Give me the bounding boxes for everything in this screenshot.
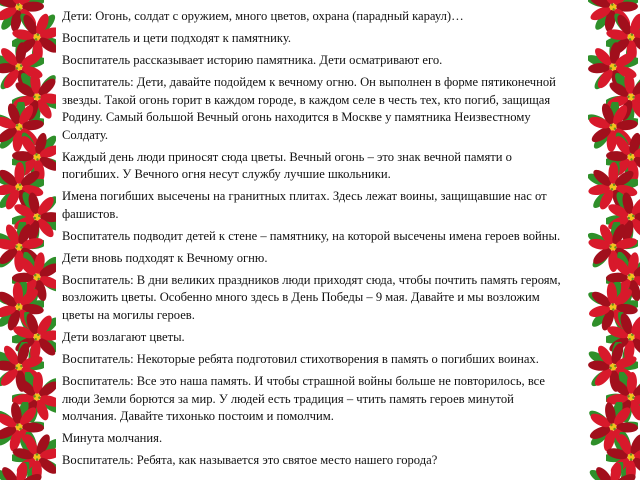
poinsettia-flower-icon — [0, 462, 44, 480]
paragraph: Воспитатель: В дни великих праздников люди приходят сюда, чтобы почтить память героям, возложить цветы. Особенно много здесь в День Победы – 9 мая. Давайте и мы возложим цветы на могилы героев. — [62, 272, 561, 323]
paragraph: Воспитатель и цети подходят к памятнику. — [62, 30, 292, 45]
paragraph: Дети возлагают цветы. — [62, 330, 185, 344]
poinsettia-flower-icon — [588, 462, 638, 480]
paragraph: Дети вновь подходят к Вечному огню. — [62, 250, 268, 265]
paragraph: Воспитатель рассказывает историю памятника. Дети осматривают его. — [62, 52, 443, 67]
paragraph: Минута молчания. — [62, 431, 163, 446]
left-floral-border — [0, 0, 56, 480]
paragraph — [62, 0, 562, 4]
paragraph: Воспитатель: Все это наша память. И чтобы страшной войны больше не повторилось, все люди Земли борются за мир. У людей есть традиция – чтить память героев минутой молчания. Давайте тихонько постоим и помолчим. — [62, 373, 546, 424]
paragraph: Каждый день люди приносят сюда цветы. Вечный огонь – это знак вечной памяти о погибших. У Вечного огня несут службу лучшие школьники. — [62, 149, 512, 182]
paragraph: Имена погибших высечены на гранитных плитах. Здесь лежат воины, защищавшие нас от фашистов. — [62, 189, 547, 221]
paragraph: Воспитатель подводит детей к стене – памятнику, на которой высечены имена героев войны. — [62, 228, 561, 243]
paragraph: Воспитатель: Дети, давайте подойдем к вечному огню. Он выполнен в форме пятиконечной звезды. Такой огонь горит в каждом городе, в каждом селе в честь тех, кто погиб, защищая Родину. Самый большой Вечный огонь находится в Москве у памятника Неизвестному Солдату. — [62, 74, 556, 142]
paragraph: Воспитатель: Ребята, как называется это святое место нашего города? — [62, 453, 438, 468]
paragraph: Воспитатель: Некоторые ребята подготовил стихотворения в память о погибших воинах. — [62, 351, 539, 366]
right-floral-border — [584, 0, 640, 480]
document-body — [62, 0, 562, 474]
paragraph: Дети: Огонь, солдат с оружием, много цветов, охрана (парадный караул)… — [62, 8, 464, 23]
